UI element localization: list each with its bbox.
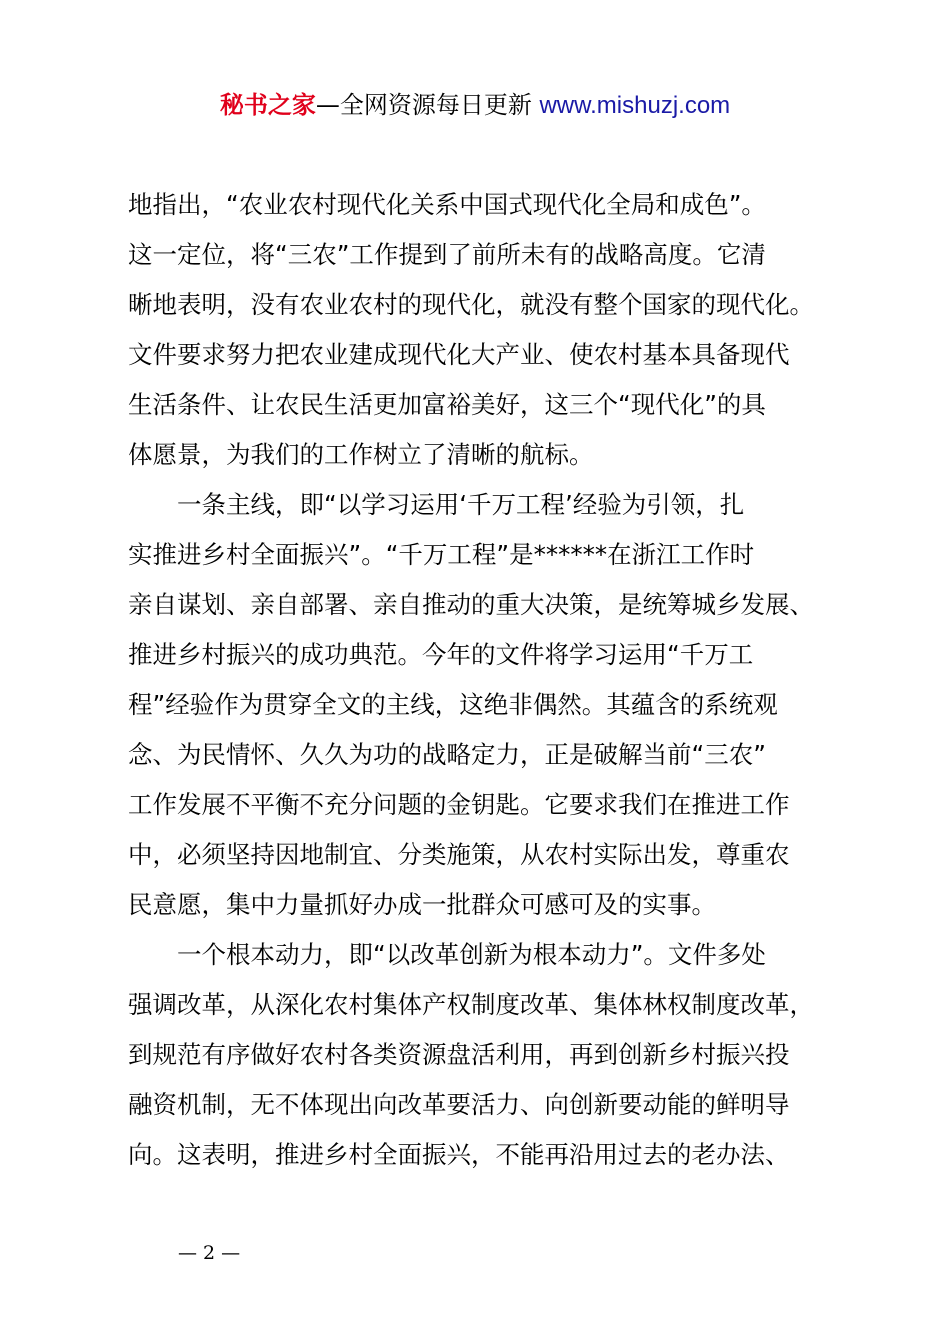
- text-line: 推进乡村振兴的成功典范。今年的文件将学习运用“千万工: [128, 640, 754, 669]
- text-line: 到规范有序做好农村各类资源盘活利用，再到创新乡村振兴投: [128, 1040, 790, 1069]
- text-line: 体愿景，为我们的工作树立了清晰的航标。: [128, 440, 594, 469]
- site-header: [0, 88, 950, 123]
- text-line: 这一定位，将“三农”工作提到了前所未有的战略高度。它清: [128, 240, 766, 269]
- text-line: 民意愿，集中力量抓好办成一批群众可感可及的实事。: [128, 890, 716, 919]
- text-line: 亲自谋划、亲自部署、亲自推动的重大决策，是统筹城乡发展、: [128, 590, 814, 619]
- page-number: — 2 —: [178, 1242, 241, 1264]
- site-brand: 秘书之家: [219, 91, 316, 119]
- text-line: 融资机制，无不体现出向改革要活力、向创新要动能的鲜明导: [128, 1090, 790, 1119]
- text-line: 晰地表明，没有农业农村的现代化，就没有整个国家的现代化。: [128, 290, 814, 319]
- text-line: 一个根本动力，即“以改革创新为根本动力”。文件多处: [128, 940, 766, 969]
- text-line: 工作发展不平衡不充分问题的金钥匙。它要求我们在推进工作: [128, 790, 790, 819]
- text-line: 念、为民情怀、久久为功的战略定力，正是破解当前“三农”: [128, 740, 766, 769]
- text-line: 向。这表明，推进乡村全面振兴，不能再沿用过去的老办法、: [128, 1140, 790, 1169]
- site-tagline: —全网资源每日更新: [315, 91, 540, 119]
- text-line: 中，必须坚持因地制宜、分类施策，从农村实际出发，尊重农: [128, 840, 790, 869]
- text-line: 一条主线，即“以学习运用‘千万工程’经验为引领，扎: [128, 490, 745, 519]
- text-line: 地指出，“农业农村现代化关系中国式现代化全局和成色”。: [128, 190, 766, 219]
- text-line: 强调改革，从深化农村集体产权制度改革、集体林权制度改革，: [128, 990, 814, 1019]
- text-line: 生活条件、让农民生活更加富裕美好，这三个“现代化”的具: [128, 390, 766, 419]
- text-line: 实推进乡村全面振兴”。“千万工程”是******在浙江工作时: [128, 540, 755, 569]
- text-line: 程”经验作为贯穿全文的主线，这绝非偶然。其蕴含的系统观: [128, 690, 778, 719]
- site-url[interactable]: www.mishuzj.com: [539, 92, 731, 119]
- text-line: 文件要求努力把农业建成现代化大产业、使农村基本具备现代: [128, 340, 790, 369]
